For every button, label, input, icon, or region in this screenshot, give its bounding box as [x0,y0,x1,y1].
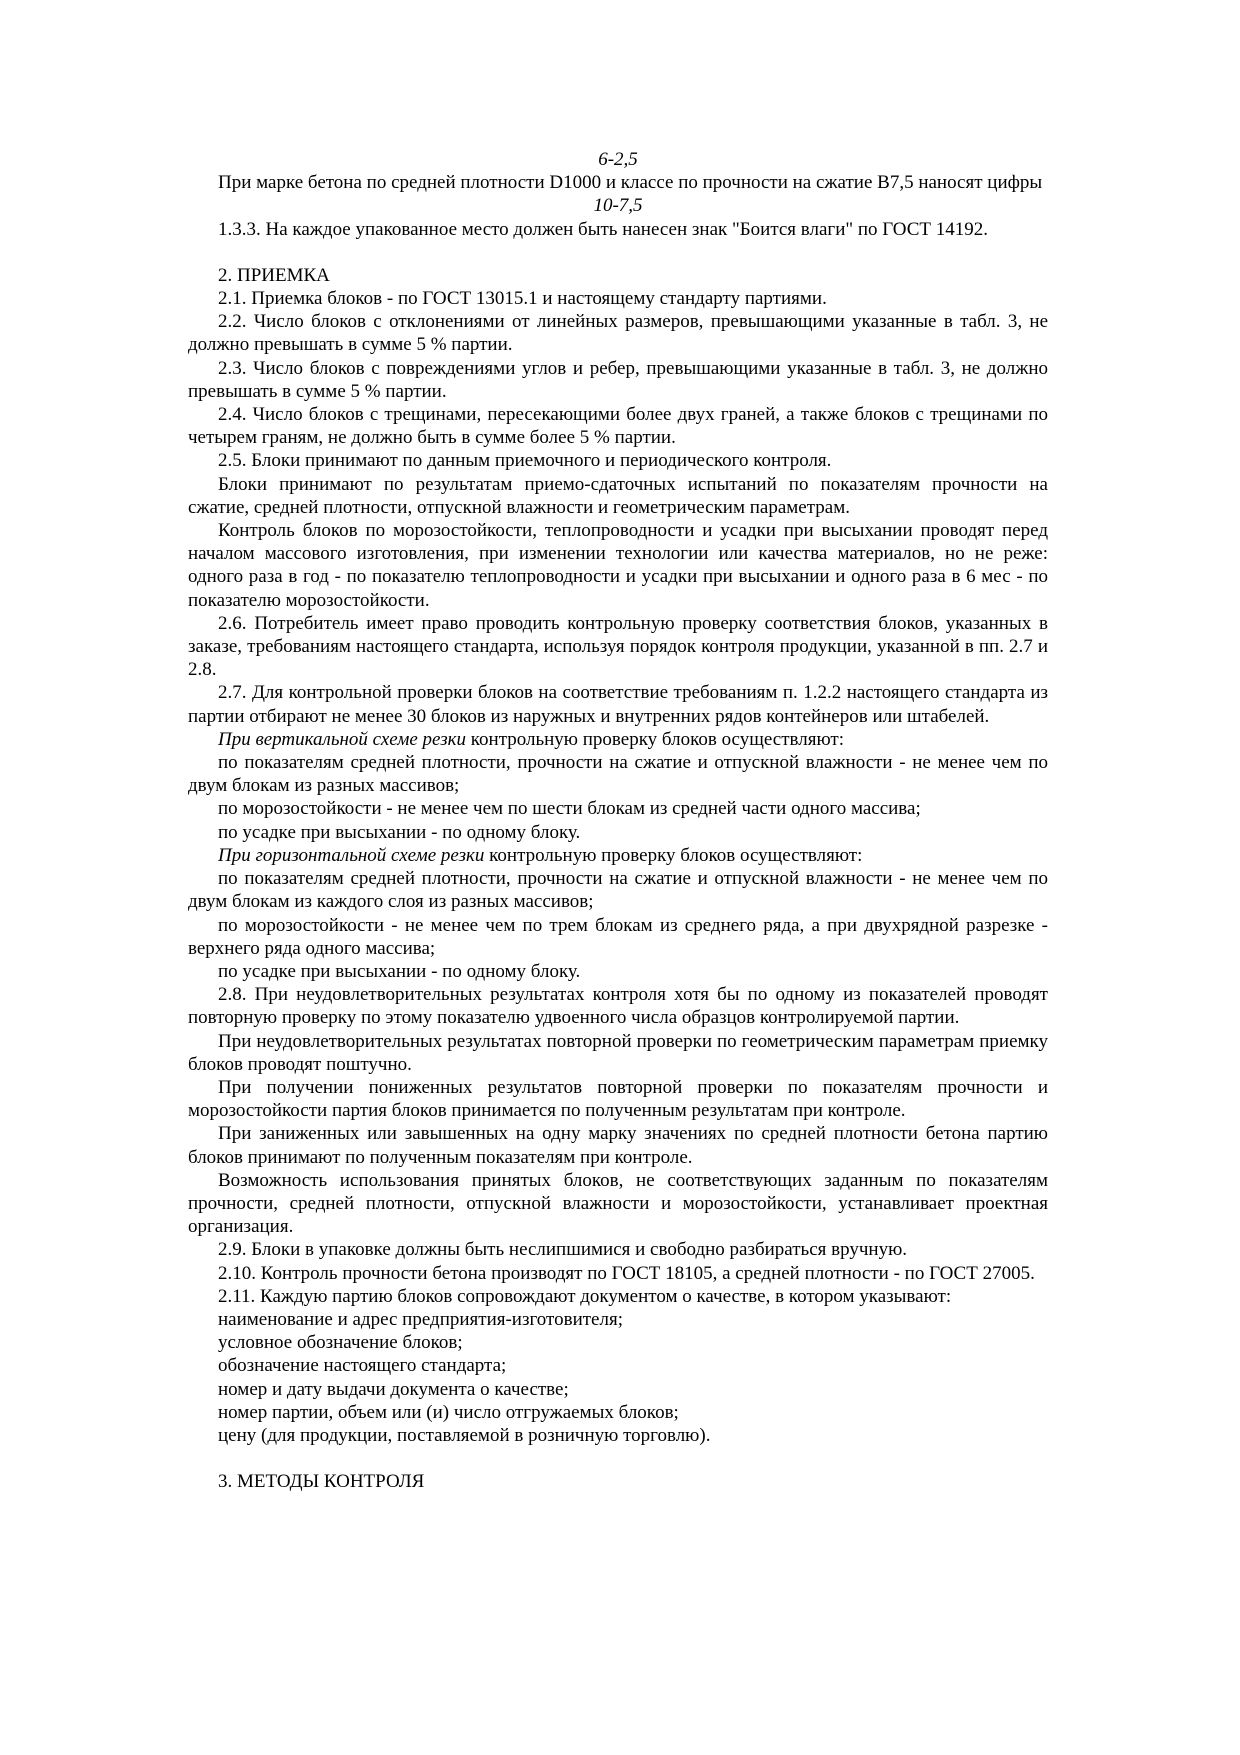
horizontal-item-3: по усадке при высыхании - по одному блоку. [218,960,581,982]
paragraph-2-5-periodic: Контроль блоков по морозостойкости, теплопроводности и усадки при высыхании проводят перед началом массового изготовления, при изменении технологии или качества материалов, но не реже: одного раза в год - по показателю теплопроводности и усадки при высыхании и одного раза в 6 мес - по показателю морозостойкости. [188,520,1048,611]
paragraph-2-5-acceptance: Блоки принимают по результатам приемо-сдаточных испытаний по показателям прочности на сжатие, средней плотности, отпускной влажности и геометрическим параметрам. [188,473,1048,518]
vertical-item-2: по морозостойкости - не менее чем по шести блокам из средней части одного массива; [218,798,921,820]
horizontal-cutting-italic: При горизонтальной схеме резки [218,844,485,866]
vertical-cutting-italic: При вертикальной схеме резки [218,728,467,750]
paragraph-2-7: 2.7. Для контрольной проверки блоков на соответствие требованиям п. 1.2.2 настоящего стандарта из партии отбирают не менее 30 блоков из наружных и внутренних рядов контейнеров или штабелей. [188,682,1048,727]
horizontal-cutting-rest: контрольную проверку блоков осуществляют: [484,844,863,866]
list-item: номер партии, объем или (и) число отгружаемых блоков; [218,1401,679,1423]
formula-marking-2: 10-7,5 [593,195,643,217]
paragraph-1-3-3: 1.3.3. На каждое упакованное место должен быть нанесен знак "Боится влаги" по ГОСТ 14192. [218,218,989,240]
formula-marking-1: 6-2,5 [598,149,638,170]
spacer [188,1447,1048,1470]
paragraph-2-11: 2.11. Каждую партию блоков сопровождают документом о качестве, в котором указывают: [218,1285,952,1307]
list-item: условное обозначение блоков; [218,1332,463,1354]
section-2-heading: 2. ПРИЕМКА [218,264,330,286]
paragraph-2-8-usage: Возможность использования принятых блоков, не соответствующих заданным по показателям прочности, средней плотности, отпускной влажности и морозостойкости, устанавливает проектная организация. [188,1169,1048,1238]
paragraph-2-8-geometry: При неудовлетворительных результатах повторной проверки по геометрическим параметрам приемку блоков проводят поштучно. [188,1030,1048,1075]
paragraph-2-2: 2.2. Число блоков с отклонениями от линейных размеров, превышающими указанные в табл. 3, не должно превышать в сумме 5 % партии. [188,311,1048,356]
section-3-heading: 3. МЕТОДЫ КОНТРОЛЯ [218,1471,425,1493]
paragraph-2-9: 2.9. Блоки в упаковке должны быть неслипшимися и свободно разбираться вручную. [218,1239,908,1261]
paragraph-2-3: 2.3. Число блоков с повреждениями углов и ребер, превышающими указанные в табл. 3, не должно превышать в сумме 5 % партии. [188,357,1048,402]
list-item: номер и дату выдачи документа о качестве; [218,1378,569,1400]
vertical-cutting-rest: контрольную проверку блоков осуществляют: [466,728,844,750]
list-item: обозначение настоящего стандарта; [218,1355,507,1377]
horizontal-item-1: по показателям средней плотности, прочности на сжатие и отпускной влажности - не менее чем по двум блокам из каждого слоя из разных массивов; [188,868,1048,913]
list-item: цену (для продукции, поставляемой в розничную торговлю). [218,1424,711,1446]
paragraph-2-1: 2.1. Приемка блоков - по ГОСТ 13015.1 и настоящему стандарту партиями. [218,288,827,310]
paragraph-2-8-density: При заниженных или завышенных на одну марку значениях по средней плотности бетона партию блоков принимают по полученным показателям при контроле. [188,1123,1048,1168]
paragraph-2-4: 2.4. Число блоков с трещинами, пересекающими более двух граней, а также блоков с трещинами по четырем граням, не должно быть в сумме более 5 % партии. [188,404,1048,449]
document-page [188,148,1048,1493]
paragraph-vertical-cutting [188,728,1048,751]
paragraph-2-5: 2.5. Блоки принимают по данным приемочного и периодического контроля. [218,450,832,472]
paragraph-2-8: 2.8. При неудовлетворительных результатах контроля хотя бы по одному из показателей проводят повторную проверку по этому показателю удвоенного числа образцов контролируемой партии. [188,984,1048,1029]
vertical-item-1: по показателям средней плотности, прочности на сжатие и отпускной влажности - не менее чем по двум блокам из разных массивов; [188,752,1048,797]
paragraph-2-8-strength: При получении пониженных результатов повторной проверки по показателям прочности и морозостойкости партия блоков принимается по полученным результатам при контроле. [188,1076,1048,1122]
paragraph-2-10: 2.10. Контроль прочности бетона производят по ГОСТ 18105, а средней плотности - по ГОСТ 27005. [218,1262,1035,1284]
list-item: наименование и адрес предприятия-изготовителя; [218,1308,623,1330]
vertical-item-3: по усадке при высыхании - по одному блоку. [218,821,581,843]
paragraph-marking: При марке бетона по средней плотности D1000 и классе по прочности на сжатие B7,5 наносят цифры [218,172,1043,194]
paragraph-2-6: 2.6. Потребитель имеет право проводить контрольную проверку соответствия блоков, указанных в заказе, требованиям настоящего стандарта, используя порядок контроля продукции, указанной в пп. 2.7 и 2.8. [188,612,1048,681]
horizontal-item-2: по морозостойкости - не менее чем по трем блокам из среднего ряда, а при двухрядной разрезке - верхнего ряда одного массива; [188,914,1048,959]
spacer [188,241,1048,264]
paragraph-horizontal-cutting [188,844,1048,867]
